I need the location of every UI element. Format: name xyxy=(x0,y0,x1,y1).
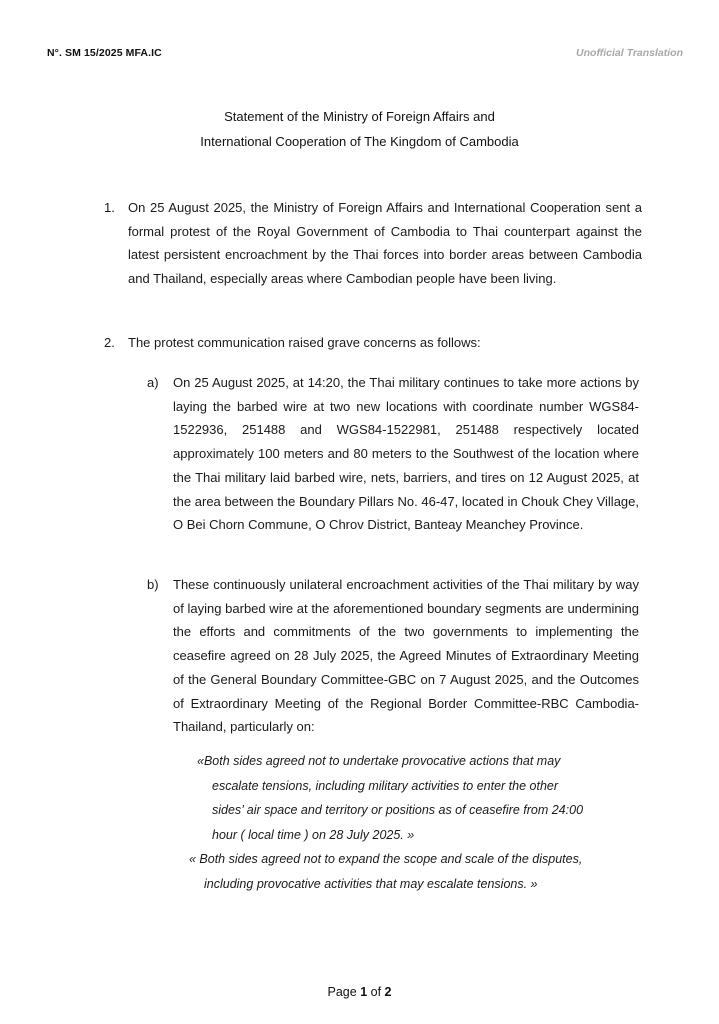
sub-item-text: These continuously unilateral encroachment activities of the Thai military by way of laying barbed wire at the aforementioned boundary segments are undermining the efforts and commitments of the two governments to implementing the ceasefire agreed on 28 July 2025, the Agreed Minutes of Extraordinary Meeting of the General Boundary Committee-GBC on 7 August 2025, and the Outcomes of Extraordinary Meeting of the Regional Border Committee-RBC Cambodia-Thailand, particularly on: xyxy=(173,577,639,735)
quote-line: «Both sides agreed not to undertake provocative actions that may xyxy=(197,754,561,768)
item-text: The protest communication raised grave concerns as follows: xyxy=(128,335,481,350)
total-pages-number: 2 xyxy=(384,985,392,999)
quote-line: escalate tensions, including military activities to enter the other xyxy=(212,778,559,793)
quoted-agreement-2 xyxy=(189,847,649,896)
current-page-number: 1 xyxy=(360,985,368,999)
quote-line: including provocative activities that may escalate tensions. » xyxy=(204,876,538,891)
sub-item-letter: a) xyxy=(147,375,159,390)
page-word: Page xyxy=(327,985,357,999)
quoted-agreement-1 xyxy=(197,749,637,848)
sub-item-text: On 25 August 2025, at 14:20, the Thai military continues to take more actions by laying the barbed wire at two new locations with coordinate number WGS84-1522936, 251488 and WGS84-1522981, 251488 respectively located approximately 100 meters and 80 meters to the Southwest of the location where the Thai military laid barbed wire, nets, barriers, and tires on 12 August 2025, at the area between the Boundary Pillars No. 46-47, located in Chouk Chey Village, O Bei Chorn Commune, O Chrov District, Banteay Meanchey Province. xyxy=(173,375,639,533)
reference-number: N°. SM 15/2025 MFA.IC xyxy=(47,47,162,59)
sub-item-letter: b) xyxy=(147,577,159,592)
item-number: 1. xyxy=(104,200,115,215)
quote-line: sides’ air space and territory or positions as of ceasefire from 24:00 xyxy=(212,803,584,818)
quote-line: « Both sides agreed not to expand the scope and scale of the disputes, xyxy=(189,852,583,866)
of-word: of xyxy=(370,985,382,999)
item-number: 2. xyxy=(104,335,115,350)
unofficial-translation-label: Unofficial Translation xyxy=(576,47,683,59)
statement-title-line-1: Statement of the Ministry of Foreign Affairs and xyxy=(224,109,495,124)
quote-line: hour ( local time ) on 28 July 2025. » xyxy=(212,828,415,843)
item-text: On 25 August 2025, the Ministry of Foreign Affairs and International Cooperation sent a formal protest of the Royal Government of Cambodia to Thai counterpart against the latest persistent encroachment by the Thai forces into border areas between Cambodia and Thailand, especially areas where Cambodian people have been living. xyxy=(128,200,642,287)
statement-title-line-2: International Cooperation of The Kingdom of Cambodia xyxy=(200,134,519,149)
page-number-footer xyxy=(0,985,719,999)
